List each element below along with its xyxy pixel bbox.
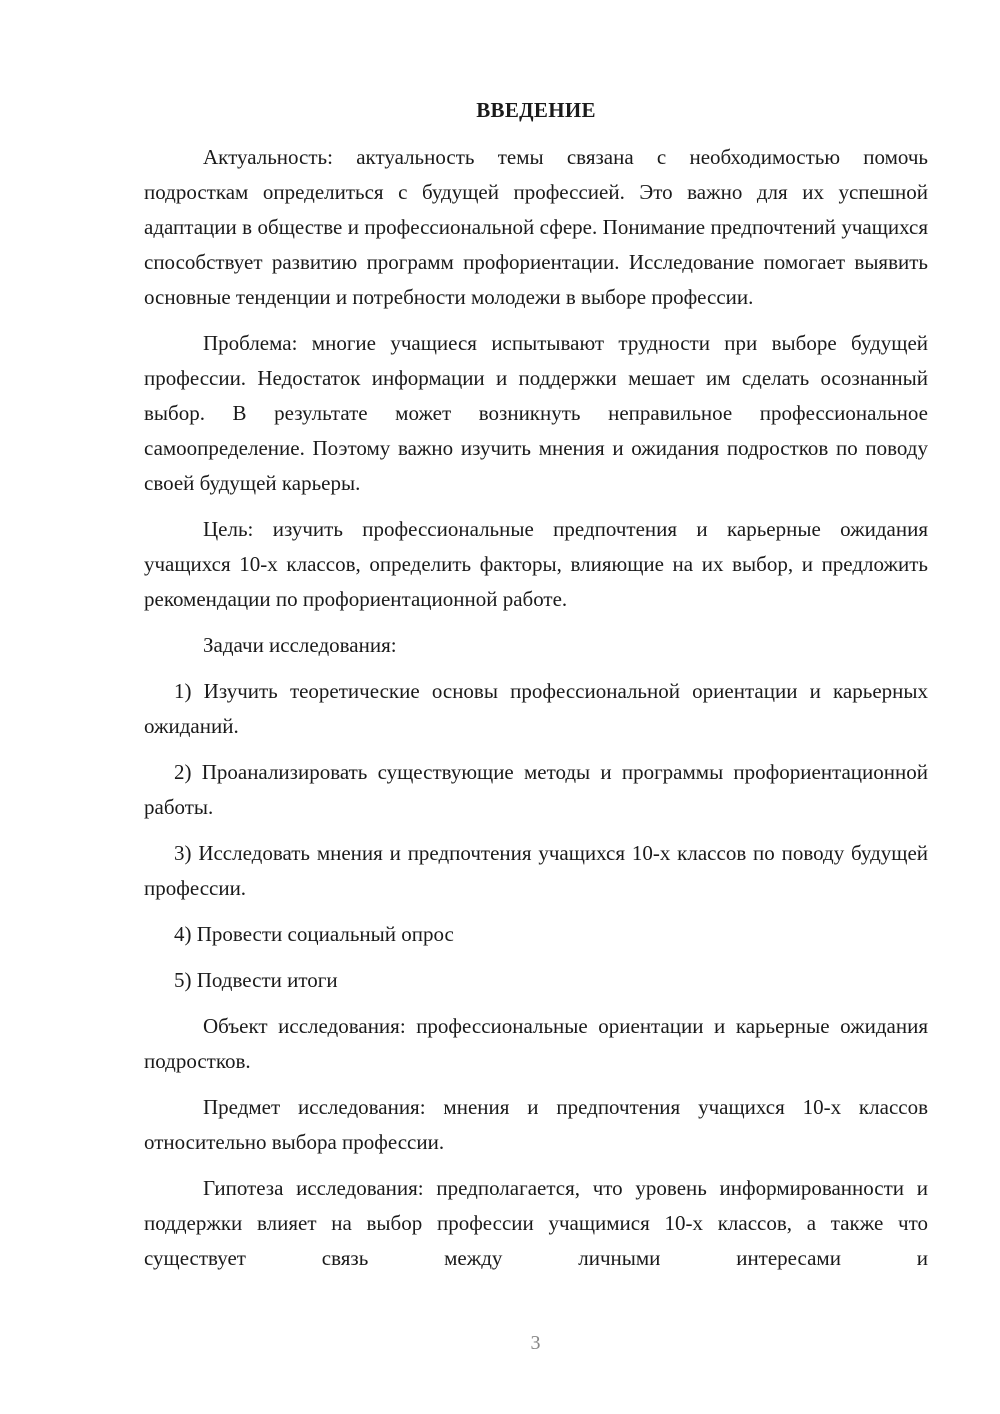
task-item-2: 2) Проанализировать существующие методы и программы профориентационной работы. <box>144 760 928 819</box>
task-item-3: 3) Исследовать мнения и предпочтения учащихся 10-х классов по поводу будущей профессии. <box>144 841 928 900</box>
task-item-5: 5) Подвести итоги <box>174 968 338 992</box>
paragraph-hypothesis: Гипотеза исследования: предполагается, что уровень информированности и поддержки влияет на выбор профессии учащимися 10-х классов, а также что существует связь между личными интересами и <box>144 1176 928 1270</box>
page-title: ВВЕДЕНИЕ <box>476 98 596 122</box>
paragraph-tasks-heading: Задачи исследования: <box>203 633 397 657</box>
paragraph-object: Объект исследования: профессиональные ориентации и карьерные ожидания подростков. <box>144 1014 928 1073</box>
paragraph-problem: Проблема: многие учащиеся испытывают трудности при выборе будущей профессии. Недостаток информации и поддержки мешает им сделать осознанный выбор. В результате может возникнуть неправильное профессиональное самоопределение. Поэтому важно изучить мнения и ожидания подростков по поводу своей будущей карьеры. <box>144 331 928 495</box>
task-item-4: 4) Провести социальный опрос <box>174 922 454 946</box>
page-number: 3 <box>530 1332 541 1354</box>
task-item-1: 1) Изучить теоретические основы профессиональной ориентации и карьерных ожиданий. <box>144 679 928 738</box>
paragraph-relevance: Актуальность: актуальность темы связана с необходимостью помочь подросткам определиться с будущей профессией. Это важно для их успешной адаптации в обществе и профессиональной сфере. Понимание предпочтений учащихся способствует развитию программ профориентации. Исследование помогает выявить основные тенденции и потребности молодежи в выборе профессии. <box>144 145 928 309</box>
paragraph-subject: Предмет исследования: мнения и предпочтения учащихся 10-х классов относительно выбора профессии. <box>144 1095 928 1154</box>
paragraph-goal: Цель: изучить профессиональные предпочтения и карьерные ожидания учащихся 10-х классов, определить факторы, влияющие на их выбор, и предложить рекомендации по профориентационной работе. <box>144 517 928 611</box>
